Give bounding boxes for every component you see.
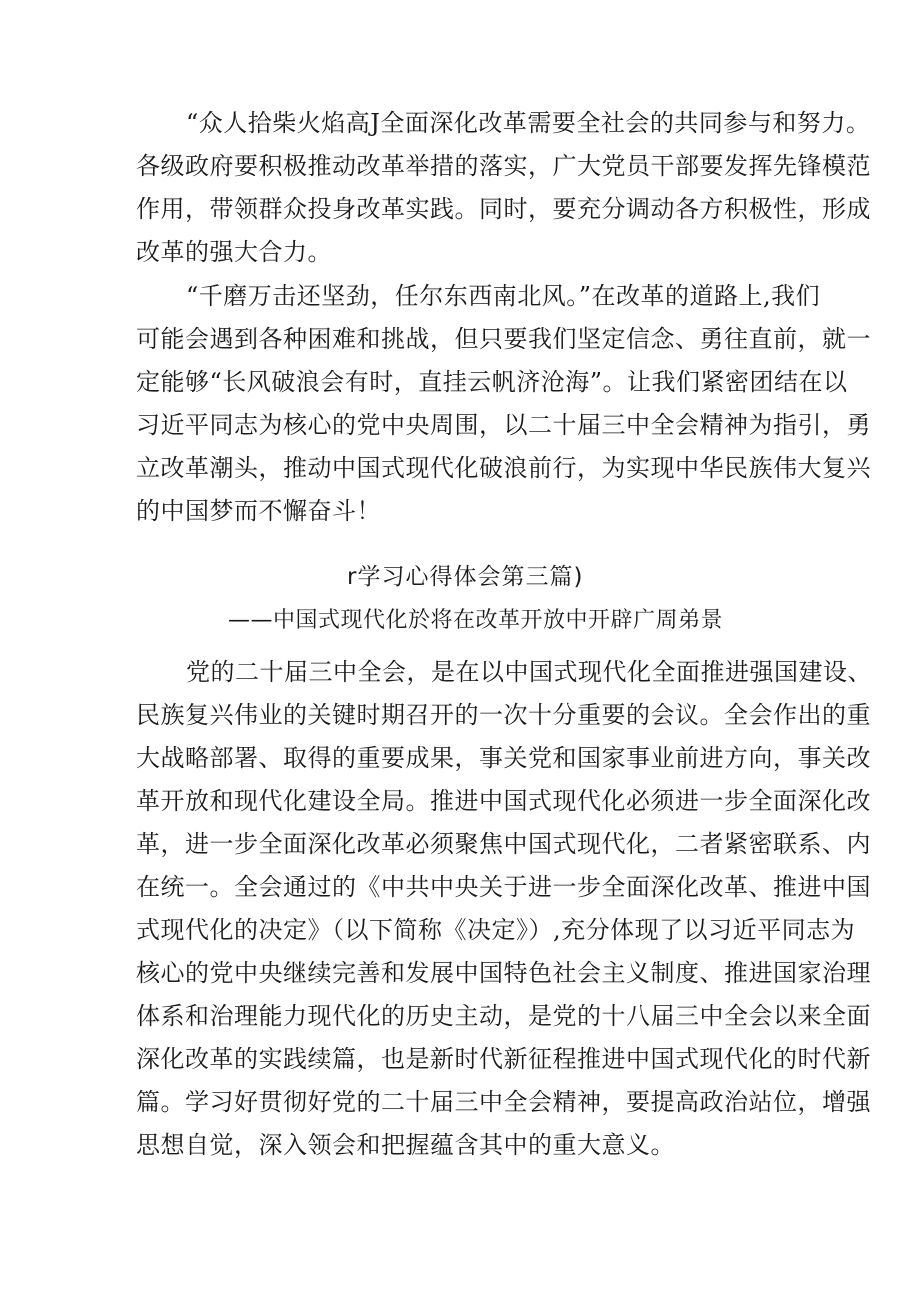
paragraph-line: 大战略部署、取得的重要成果，事关党和国家事业前进方向，事关改 bbox=[136, 744, 871, 772]
paragraph-line: 党的二十届三中全会，是在以中国式现代化全面推进强国建设、 bbox=[186, 658, 872, 686]
paragraph-line: 核心的党中央继续完善和发展中国特色社会主义制度、推进国家治理 bbox=[136, 959, 871, 987]
paragraph-line: 式现代化的决定》（以下简称《决定》）,充分体现了以习近平同志为 bbox=[136, 916, 856, 944]
paragraph-line: “众人拾柴火焰高J全面深化改革需要全社会的共同参与和努力。 bbox=[186, 109, 871, 137]
paragraph-line: 立改革潮头，推动中国式现代化破浪前行，为实现中华民族伟大复兴 bbox=[136, 454, 871, 482]
paragraph-line: 作用，带领群众投身改革实践。同时，要充分调动各方积极性，形成 bbox=[136, 195, 871, 223]
paragraph-line: 改革的强大合力。 bbox=[136, 238, 332, 266]
paragraph-line: 习近平同志为核心的党中央周围，以二十届三中全会精神为指引，勇 bbox=[136, 411, 871, 439]
paragraph-line: 定能够“长风破浪会有时，直挂云帆济沧海”。让我们紧密团结在以 bbox=[136, 368, 848, 396]
section-heading: r学习心得体会第三篇) bbox=[347, 564, 584, 590]
paragraph-line: 深化改革的实践续篇，也是新时代新征程推进中国式现代化的时代新 bbox=[136, 1045, 871, 1073]
paragraph-line: 体系和治理能力现代化的历史主动，是党的十八届三中全会以来全面 bbox=[136, 1002, 871, 1030]
paragraph-line: 的中国梦而不懈奋斗！ bbox=[136, 497, 381, 525]
paragraph-line: 革，进一步全面深化改革必须聚焦中国式现代化，二者紧密联系、内 bbox=[136, 830, 871, 858]
paragraph-line: “千磨万击还坚劲，任尔东西南北风。”在改革的道路上,我们 bbox=[186, 282, 821, 310]
paragraph-line: 各级政府要积极推动改革举措的落实，广大党员干部要发挥先锋模范 bbox=[136, 152, 871, 180]
paragraph-line: 篇。学习好贯彻好党的二十届三中全会精神，要提高政治站位，增强 bbox=[136, 1088, 871, 1116]
section-subtitle: ——中国式现代化於将在改革开放中开辟广周弟景 bbox=[228, 608, 724, 633]
paragraph-line: 思想自觉，深入领会和把握蕴含其中的重大意义。 bbox=[136, 1131, 675, 1159]
paragraph-line: 可能会遇到各种困难和挑战，但只要我们坚定信念、勇往直前，就一 bbox=[136, 325, 871, 353]
paragraph-line: 革开放和现代化建设全局。推进中国式现代化必须进一步全面深化改 bbox=[136, 787, 871, 815]
paragraph-line: 在统一。全会通过的《中共中央关于进一步全面深化改革、推进中国 bbox=[136, 873, 871, 901]
paragraph-line: 民族复兴伟业的关键时期召开的一次十分重要的会议。全会作出的重 bbox=[136, 701, 871, 729]
